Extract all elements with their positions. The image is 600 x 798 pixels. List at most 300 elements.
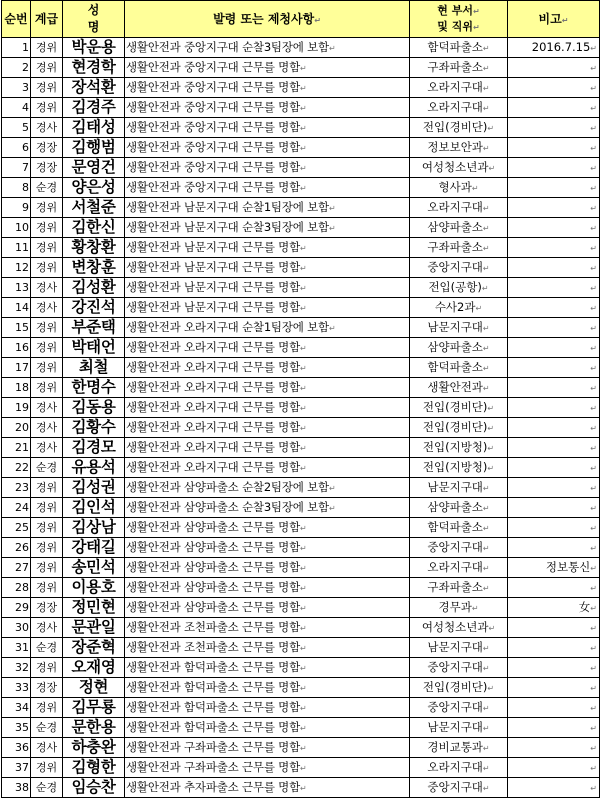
current-department	[410, 698, 508, 718]
rank	[31, 58, 63, 78]
row-number	[2, 718, 31, 738]
row-number	[2, 338, 31, 358]
current-department	[410, 38, 508, 58]
remarks	[508, 378, 600, 398]
person-name	[63, 158, 125, 178]
table-row	[2, 718, 600, 738]
person-name	[63, 358, 125, 378]
person-name-text: 문영건	[71, 157, 116, 176]
assignment-order-text: 생활안전과 구좌파출소 근무를 명함	[126, 759, 300, 774]
person-name	[63, 498, 125, 518]
row-number-text: 36	[15, 741, 29, 754]
current-department	[410, 78, 508, 98]
paragraph-mark: ↵	[328, 483, 336, 493]
paragraph-mark: ↵	[482, 483, 490, 493]
row-number-text: 2	[22, 61, 29, 74]
row-number-text: 16	[15, 341, 29, 354]
row-number-text: 27	[15, 561, 29, 574]
paragraph-mark: ↵	[590, 543, 597, 553]
assignment-order	[125, 578, 410, 598]
remarks-text: 정보통신	[545, 559, 591, 574]
table-row	[2, 98, 600, 118]
row-number-text: 6	[22, 141, 29, 154]
rank	[31, 298, 63, 318]
rank-text: 경위	[35, 101, 58, 114]
table-row	[2, 478, 600, 498]
rank	[31, 318, 63, 338]
person-name	[63, 478, 125, 498]
paragraph-mark: ↵	[590, 183, 597, 193]
paragraph-mark: ↵	[482, 143, 490, 153]
person-name	[63, 278, 125, 298]
row-number	[2, 378, 31, 398]
remarks	[508, 138, 600, 158]
rank-text: 경위	[35, 201, 58, 214]
current-department-text: 전입(지방청)	[422, 439, 488, 454]
assignment-order	[125, 698, 410, 718]
table-row	[2, 38, 600, 58]
rank-text: 순경	[35, 181, 58, 194]
table-row	[2, 358, 600, 378]
assignment-order	[125, 358, 410, 378]
paragraph-mark: ↵	[482, 83, 490, 93]
row-number	[2, 118, 31, 138]
remarks	[508, 238, 600, 258]
rank	[31, 278, 63, 298]
paragraph-mark: ↵	[300, 283, 307, 293]
paragraph-mark: ↵	[300, 423, 307, 433]
row-number	[2, 198, 31, 218]
rank	[31, 558, 63, 578]
current-department-text: 경비교통과	[427, 739, 483, 754]
paragraph-mark: ↵	[300, 603, 307, 613]
paragraph-mark: ↵	[590, 243, 597, 253]
current-department-text: 중앙지구대	[427, 779, 483, 794]
assignment-order-text: 생활안전과 오라지구대 근무를 명함	[126, 339, 300, 354]
paragraph-mark: ↵	[590, 363, 597, 373]
current-department	[410, 398, 508, 418]
paragraph-mark: ↵	[300, 63, 307, 73]
rank	[31, 738, 63, 758]
paragraph-mark: ↵	[300, 163, 307, 173]
paragraph-mark: ↵	[328, 223, 336, 233]
person-name	[63, 678, 125, 698]
person-name	[63, 438, 125, 458]
remarks	[508, 418, 600, 438]
row-number	[2, 318, 31, 338]
paragraph-mark: ↵	[590, 463, 597, 473]
rank	[31, 178, 63, 198]
paragraph-mark: ↵	[482, 663, 490, 673]
row-number	[2, 678, 31, 698]
assignment-order	[125, 558, 410, 578]
row-number-text: 17	[15, 361, 29, 374]
row-number	[2, 178, 31, 198]
paragraph-mark: ↵	[300, 723, 307, 733]
rank-text: 경사	[35, 401, 58, 414]
assignment-order-text: 생활안전과 삼양파출소 근무를 명함	[126, 599, 300, 614]
remarks	[508, 98, 600, 118]
current-department	[410, 478, 508, 498]
header-dept-line2: 및 직위	[437, 20, 473, 33]
paragraph-mark: ↵	[590, 143, 597, 153]
paragraph-mark: ↵	[590, 643, 597, 653]
remarks	[508, 178, 600, 198]
row-number	[2, 258, 31, 278]
person-name-text: 김무룡	[71, 697, 116, 716]
rank-text: 경위	[35, 701, 58, 714]
table-row	[2, 278, 600, 298]
paragraph-mark: ↵	[482, 103, 490, 113]
person-name-text: 김인석	[71, 497, 116, 516]
table-row	[2, 558, 600, 578]
table-row	[2, 778, 600, 798]
assignment-order-text: 생활안전과 남문지구대 근무를 명함	[126, 259, 300, 274]
paragraph-mark: ↵	[590, 343, 597, 353]
paragraph-mark: ↵	[590, 283, 597, 293]
person-name-text: 오재영	[71, 657, 116, 676]
paragraph-mark: ↵	[482, 203, 490, 213]
assignment-order	[125, 618, 410, 638]
person-name	[63, 718, 125, 738]
rank	[31, 418, 63, 438]
table-row	[2, 538, 600, 558]
header-name-line1: 성	[87, 3, 100, 17]
assignment-order	[125, 758, 410, 778]
table-row	[2, 418, 600, 438]
person-name	[63, 578, 125, 598]
current-department-text: 오라지구대	[427, 79, 483, 94]
assignment-order-text: 생활안전과 오라지구대 근무를 명함	[126, 359, 300, 374]
assignment-order-text: 생활안전과 남문지구대 근무를 명함	[126, 299, 300, 314]
paragraph-mark: ↵	[590, 763, 597, 773]
person-name	[63, 298, 125, 318]
table-row	[2, 498, 600, 518]
current-department	[410, 258, 508, 278]
table-row	[2, 758, 600, 778]
assignment-order-text: 생활안전과 삼양파출소 근무를 명함	[126, 579, 300, 594]
person-name-text: 김상남	[71, 517, 116, 536]
person-name	[63, 398, 125, 418]
row-number-text: 29	[15, 601, 29, 614]
assignment-order-text: 생활안전과 조천파출소 근무를 명함	[126, 639, 300, 654]
paragraph-mark: ↵	[482, 523, 490, 533]
row-number	[2, 558, 31, 578]
table-row	[2, 438, 600, 458]
rank-text: 경위	[35, 321, 58, 334]
person-name-text: 이용호	[71, 577, 116, 596]
person-name-text: 한명수	[71, 377, 116, 396]
assignment-order	[125, 598, 410, 618]
row-number-text: 34	[15, 701, 29, 714]
current-department	[410, 678, 508, 698]
person-name-text: 강태길	[71, 537, 116, 556]
person-name	[63, 138, 125, 158]
rank-text: 경위	[35, 541, 58, 554]
rank-text: 순경	[35, 781, 58, 794]
person-name	[63, 538, 125, 558]
rank-text: 경장	[35, 681, 58, 694]
paragraph-mark: ↵	[590, 563, 597, 573]
row-number	[2, 158, 31, 178]
assignment-order	[125, 398, 410, 418]
paragraph-mark: ↵	[590, 163, 597, 173]
paragraph-mark: ↵	[300, 623, 307, 633]
row-number-text: 15	[15, 321, 29, 334]
row-number-text: 3	[22, 81, 29, 94]
assignment-order	[125, 638, 410, 658]
person-name	[63, 598, 125, 618]
header-name	[63, 1, 125, 38]
current-department-text: 삼양파출소	[427, 499, 483, 514]
current-department-text: 구좌파출소	[427, 59, 483, 74]
current-department-text: 정보보안과	[427, 139, 483, 154]
rank-text: 경위	[35, 221, 58, 234]
assignment-order	[125, 418, 410, 438]
row-number	[2, 578, 31, 598]
assignment-order	[125, 498, 410, 518]
person-name	[63, 778, 125, 798]
assignment-order	[125, 178, 410, 198]
rank-text: 경사	[35, 741, 58, 754]
person-name	[63, 338, 125, 358]
person-name-text: 김한신	[71, 217, 116, 236]
row-number-text: 5	[22, 121, 29, 134]
paragraph-mark: ↵	[328, 503, 336, 513]
rank-text: 경위	[35, 561, 58, 574]
paragraph-mark: ↵	[300, 403, 307, 413]
remarks-text: 女	[578, 599, 591, 614]
rank	[31, 498, 63, 518]
row-number	[2, 458, 31, 478]
header-order	[125, 1, 410, 38]
rank-text: 경위	[35, 61, 58, 74]
assignment-order	[125, 258, 410, 278]
current-department-text: 함덕파출소	[427, 39, 483, 54]
assignment-order	[125, 58, 410, 78]
table-row	[2, 598, 600, 618]
rank	[31, 678, 63, 698]
remarks	[508, 618, 600, 638]
remarks	[508, 38, 600, 58]
paragraph-mark: ↵	[300, 143, 307, 153]
paragraph-mark: ↵	[487, 403, 495, 413]
person-name	[63, 758, 125, 778]
paragraph-mark: ↵	[487, 443, 495, 453]
table-row	[2, 338, 600, 358]
row-number-text: 35	[15, 721, 29, 734]
current-department	[410, 638, 508, 658]
rank-text: 경위	[35, 361, 58, 374]
person-name-text: 김태성	[71, 117, 116, 136]
assignment-order-text: 생활안전과 함덕파출소 근무를 명함	[126, 659, 300, 674]
row-number-text: 1	[22, 41, 29, 54]
current-department-text: 삼양파출소	[427, 219, 483, 234]
person-name-text: 김성환	[71, 277, 116, 296]
person-name-text: 임승찬	[71, 777, 116, 796]
person-name-text: 김형한	[71, 757, 116, 776]
paragraph-mark: ↵	[561, 16, 569, 25]
paragraph-mark: ↵	[300, 683, 307, 693]
assignment-order-text: 생활안전과 삼양파출소 근무를 명함	[126, 559, 300, 574]
assignment-order-text: 생활안전과 중앙지구대 근무를 명함	[126, 139, 300, 154]
assignment-order-text: 생활안전과 오라지구대 근무를 명함	[126, 419, 300, 434]
paragraph-mark: ↵	[482, 243, 490, 253]
assignment-order	[125, 198, 410, 218]
paragraph-mark: ↵	[300, 783, 307, 793]
rank	[31, 38, 63, 58]
current-department-text: 수사2과	[434, 299, 476, 314]
rank-text: 경사	[35, 621, 58, 634]
row-number-text: 10	[15, 221, 29, 234]
current-department-text: 남문지구대	[427, 319, 483, 334]
person-name	[63, 118, 125, 138]
assignment-order-text: 생활안전과 남문지구대 순찰3팀장에 보함	[126, 219, 329, 234]
remarks	[508, 438, 600, 458]
row-number	[2, 138, 31, 158]
rank	[31, 658, 63, 678]
paragraph-mark: ↵	[590, 523, 597, 533]
row-number	[2, 598, 31, 618]
assignment-order-text: 생활안전과 함덕파출소 근무를 명함	[126, 679, 300, 694]
assignment-order	[125, 518, 410, 538]
header-name-line2: 명	[87, 20, 100, 34]
current-department	[410, 578, 508, 598]
current-department-text: 구좌파출소	[427, 239, 483, 254]
rank-text: 경사	[35, 441, 58, 454]
assignment-order-text: 생활안전과 함덕파출소 근무를 명함	[126, 719, 300, 734]
paragraph-mark: ↵	[590, 203, 597, 213]
rank	[31, 358, 63, 378]
current-department-text: 중앙지구대	[427, 659, 483, 674]
assignment-order-text: 생활안전과 중앙지구대 순찰3팀장에 보함	[126, 39, 329, 54]
current-department	[410, 218, 508, 238]
row-number	[2, 478, 31, 498]
paragraph-mark: ↵	[482, 583, 490, 593]
remarks	[508, 538, 600, 558]
current-department	[410, 538, 508, 558]
assignment-order-text: 생활안전과 중앙지구대 근무를 명함	[126, 99, 300, 114]
person-name-text: 장준혁	[71, 637, 116, 656]
row-number	[2, 358, 31, 378]
rank	[31, 238, 63, 258]
table-row	[2, 398, 600, 418]
person-name	[63, 558, 125, 578]
row-number	[2, 518, 31, 538]
paragraph-mark: ↵	[590, 323, 597, 333]
current-department-text: 여성청소년과	[421, 619, 489, 634]
header-order-label: 발령 또는 제청사항	[213, 12, 315, 26]
paragraph-mark: ↵	[487, 423, 495, 433]
paragraph-mark: ↵	[482, 323, 490, 333]
assignment-order	[125, 678, 410, 698]
assignment-order-text: 생활안전과 오라지구대 순찰1팀장에 보함	[126, 319, 329, 334]
assignment-order-text: 생활안전과 삼양파출소 근무를 명함	[126, 519, 300, 534]
rank	[31, 218, 63, 238]
current-department-text: 중앙지구대	[427, 699, 483, 714]
paragraph-mark: ↵	[482, 563, 490, 573]
assignment-order-text: 생활안전과 남문지구대 근무를 명함	[126, 279, 300, 294]
row-number	[2, 98, 31, 118]
current-department	[410, 318, 508, 338]
person-name-text: 정민현	[71, 597, 116, 616]
rank-text: 경장	[35, 601, 58, 614]
rank-text: 경위	[35, 581, 58, 594]
paragraph-mark: ↵	[300, 363, 307, 373]
remarks	[508, 658, 600, 678]
person-name	[63, 198, 125, 218]
person-name	[63, 418, 125, 438]
current-department-text: 전입(공항)	[428, 279, 482, 294]
current-department	[410, 738, 508, 758]
assignment-order	[125, 38, 410, 58]
person-name	[63, 238, 125, 258]
current-department	[410, 598, 508, 618]
remarks	[508, 218, 600, 238]
remarks	[508, 398, 600, 418]
row-number-text: 28	[15, 581, 29, 594]
current-department-text: 중앙지구대	[427, 539, 483, 554]
current-department	[410, 438, 508, 458]
current-department	[410, 118, 508, 138]
paragraph-mark: ↵	[475, 303, 483, 313]
row-number-text: 33	[15, 681, 29, 694]
row-number-text: 12	[15, 261, 29, 274]
assignment-order-text: 생활안전과 삼양파출소 근무를 명함	[126, 539, 300, 554]
rank	[31, 138, 63, 158]
table-row	[2, 238, 600, 258]
table-row	[2, 638, 600, 658]
current-department	[410, 658, 508, 678]
paragraph-mark: ↵	[471, 183, 479, 193]
rank	[31, 758, 63, 778]
paragraph-mark: ↵	[473, 7, 480, 16]
rank	[31, 78, 63, 98]
person-name-text: 서철준	[71, 197, 116, 216]
table-row	[2, 258, 600, 278]
assignment-order	[125, 658, 410, 678]
row-number-text: 7	[22, 161, 29, 174]
current-department-text: 전입(경비단)	[422, 419, 488, 434]
rank	[31, 98, 63, 118]
person-name	[63, 518, 125, 538]
assignment-order-text: 생활안전과 오라지구대 근무를 명함	[126, 439, 300, 454]
row-number	[2, 398, 31, 418]
current-department	[410, 778, 508, 798]
row-number	[2, 238, 31, 258]
current-department-text: 오라지구대	[427, 759, 483, 774]
table-row	[2, 318, 600, 338]
remarks	[508, 278, 600, 298]
person-name-text: 김행범	[71, 137, 116, 156]
current-department-text: 함덕파출소	[427, 519, 483, 534]
remarks	[508, 558, 600, 578]
remarks	[508, 578, 600, 598]
assignment-order-text: 생활안전과 중앙지구대 근무를 명함	[126, 59, 300, 74]
row-number	[2, 38, 31, 58]
current-department	[410, 518, 508, 538]
person-name	[63, 38, 125, 58]
person-name-text: 양은성	[71, 177, 116, 196]
paragraph-mark: ↵	[300, 103, 307, 113]
paragraph-mark: ↵	[300, 543, 307, 553]
paragraph-mark: ↵	[590, 743, 597, 753]
paragraph-mark: ↵	[590, 623, 597, 633]
row-number	[2, 758, 31, 778]
rank	[31, 458, 63, 478]
current-department-text: 남문지구대	[427, 719, 483, 734]
rank-text: 경위	[35, 661, 58, 674]
